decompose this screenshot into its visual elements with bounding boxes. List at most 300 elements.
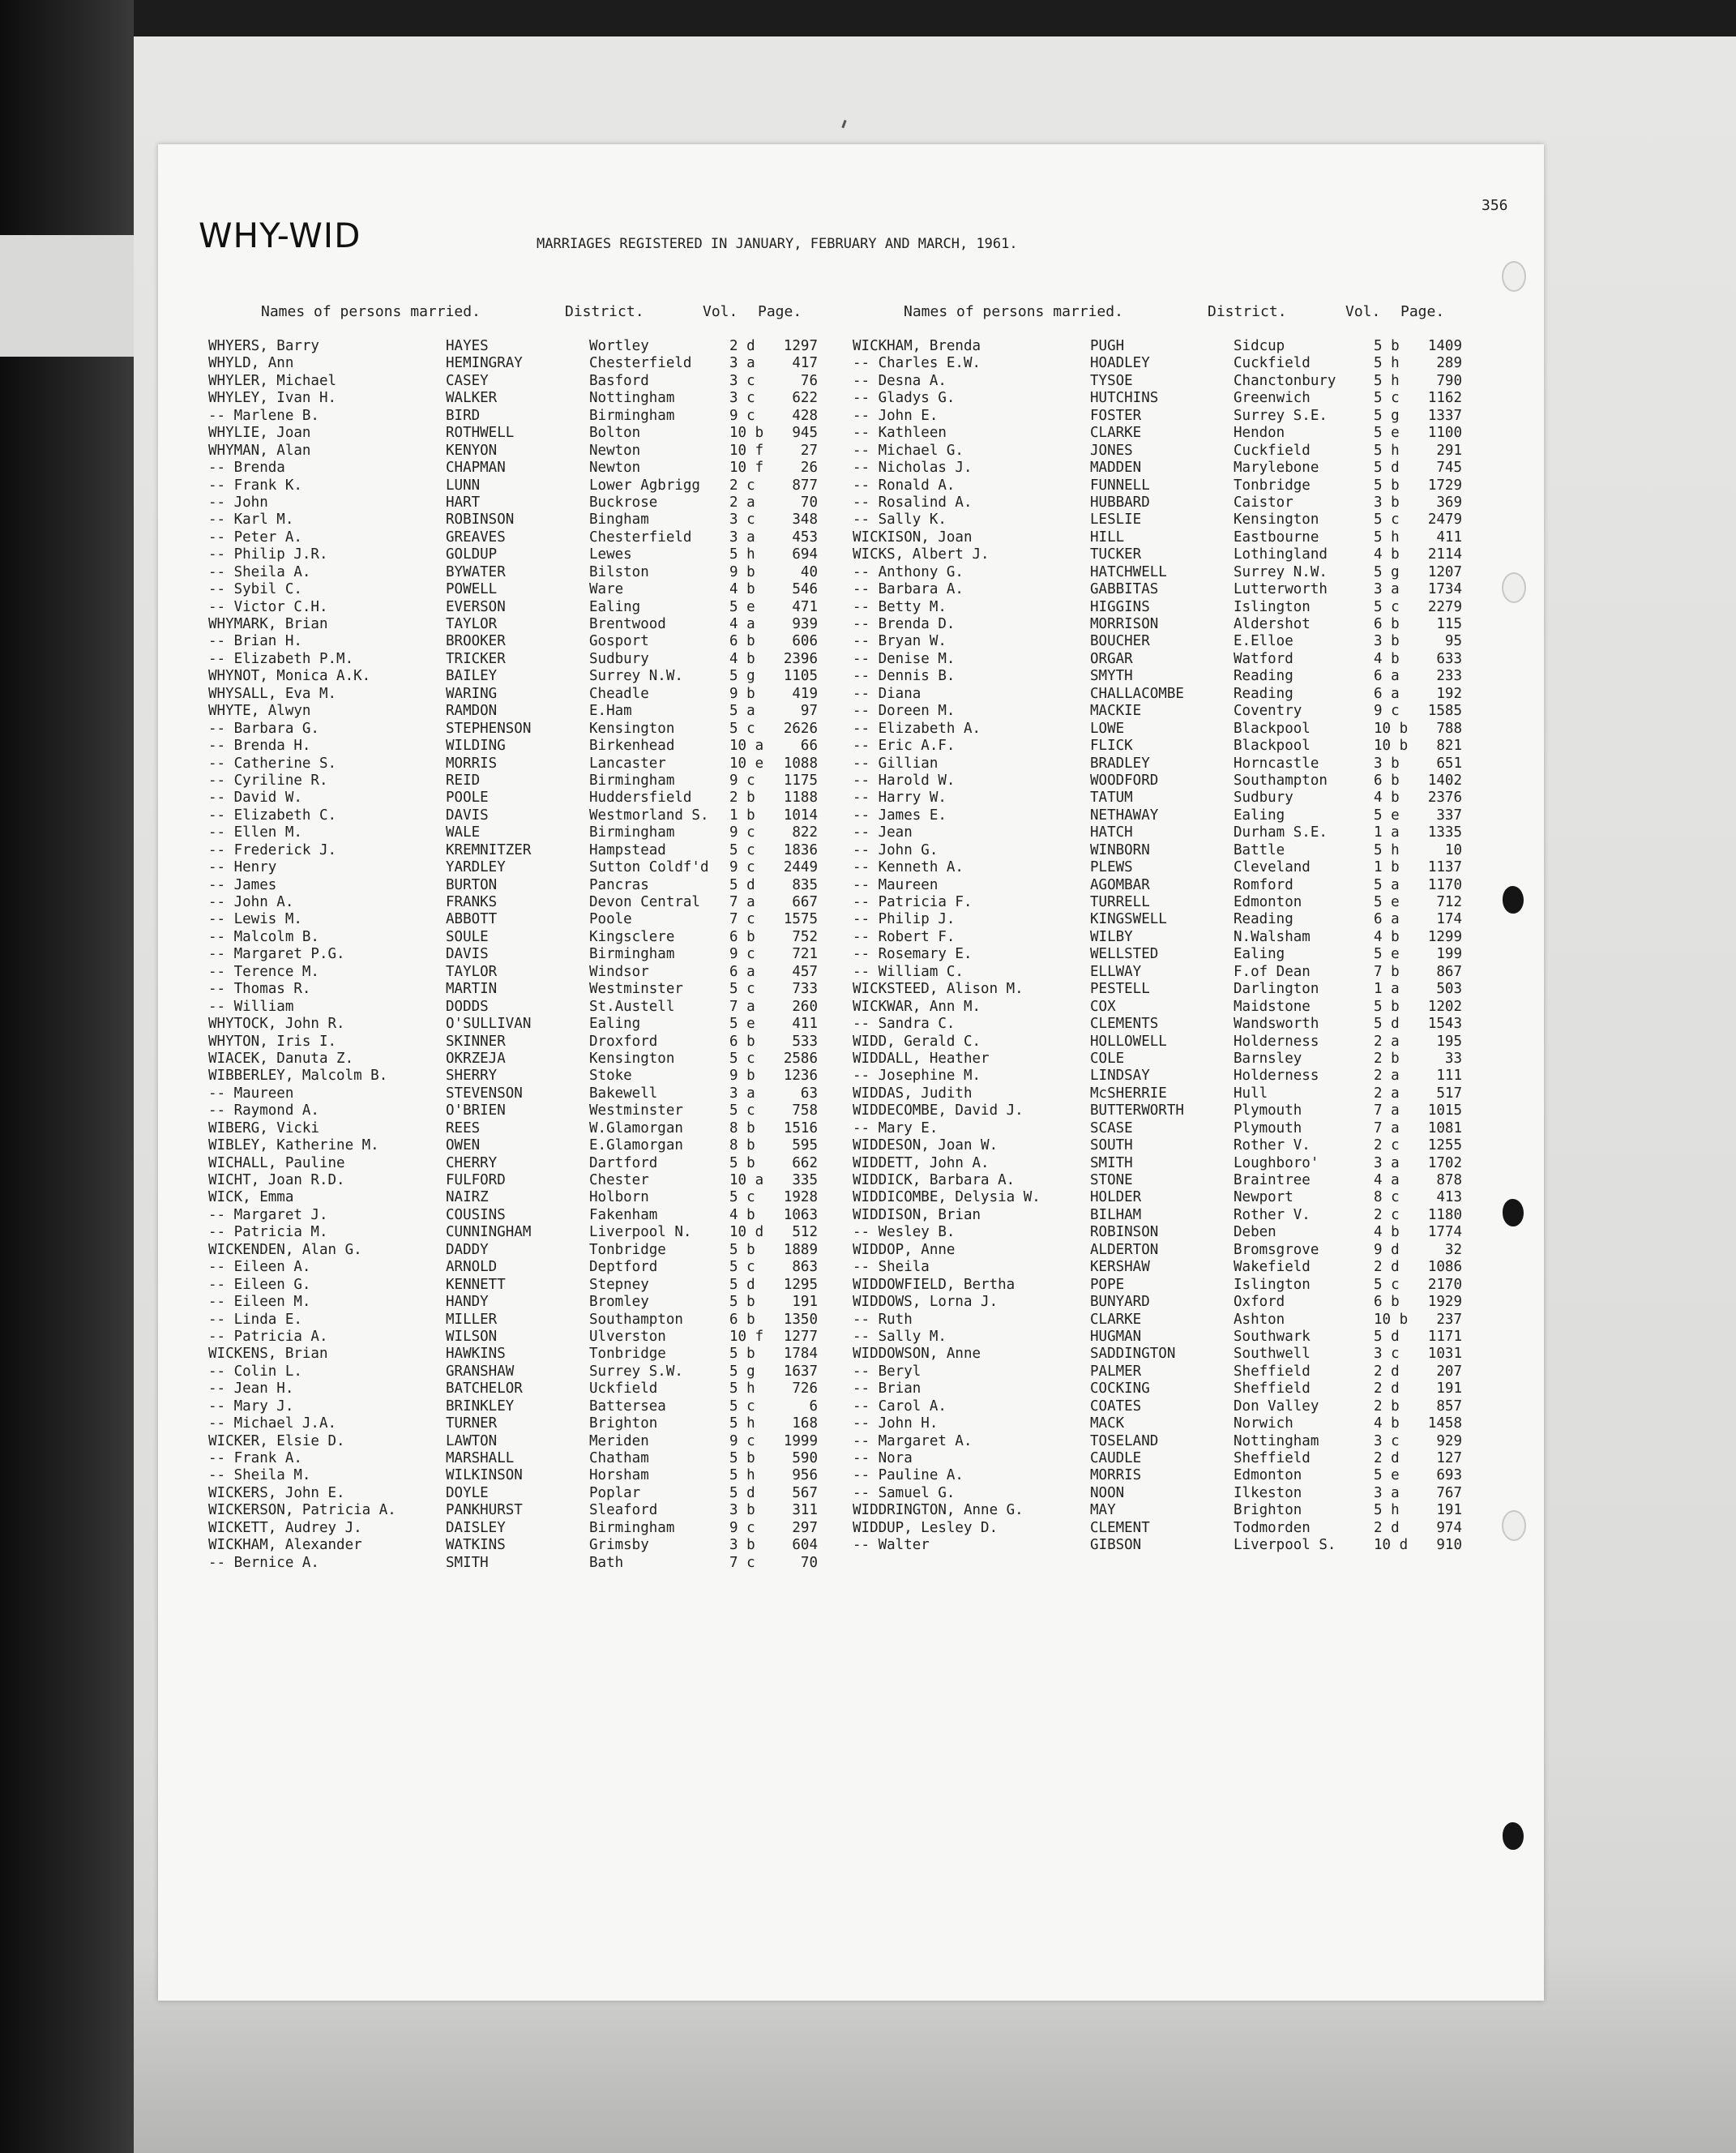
- entry-page: 1734: [1427, 581, 1462, 598]
- entry-spouse: NETHAWAY: [1090, 807, 1159, 824]
- entry-district: Ealing: [589, 598, 641, 615]
- entry-district: Stepney: [589, 1276, 649, 1293]
- entry-page: 2170: [1427, 1276, 1462, 1293]
- entry-page: 567: [792, 1484, 818, 1501]
- entry-vol: 2 d: [1374, 1259, 1400, 1276]
- col-page-right: Page.: [1400, 303, 1445, 320]
- entry-district: Lothingland: [1234, 546, 1328, 563]
- entry-page: 289: [1436, 355, 1462, 372]
- entry-district: Brighton: [589, 1415, 658, 1432]
- entry-page: 233: [1436, 668, 1462, 685]
- entry-name: -- Josephine M.: [853, 1068, 981, 1085]
- entry-name: -- Rosalind A.: [853, 494, 973, 511]
- entry-name: WIDDETT, John A.: [853, 1154, 990, 1171]
- entry-district: Bingham: [589, 511, 649, 529]
- entry-name: WIBERG, Vicki: [208, 1119, 319, 1136]
- entry-vol: 9 b: [729, 563, 755, 580]
- entry-spouse: CLEMENTS: [1090, 1016, 1159, 1033]
- entry-spouse: JONES: [1090, 442, 1133, 459]
- entry-vol: 7 b: [1374, 963, 1400, 980]
- entry-page: 1255: [1427, 1137, 1462, 1154]
- page-title: MARRIAGES REGISTERED IN JANUARY, FEBRUARY AND MARCH, 1961.: [537, 236, 1018, 252]
- entry-district: Lancaster: [589, 755, 666, 772]
- entry-vol: 7 a: [1374, 1119, 1400, 1136]
- entry-spouse: WALKER: [446, 390, 498, 407]
- entry-name: -- Malcolm B.: [208, 928, 319, 945]
- entry-name: -- Mary E.: [853, 1119, 939, 1136]
- entry-district: Westminster: [589, 981, 683, 998]
- entry-vol: 9 c: [729, 407, 755, 424]
- entry-spouse: SOUTH: [1090, 1137, 1133, 1154]
- entry-district: Hendon: [1234, 425, 1285, 442]
- entry-district: Battle: [1234, 841, 1285, 858]
- entry-name: -- Bryan W.: [853, 633, 947, 650]
- entry-vol: 5 d: [1374, 460, 1400, 477]
- entry-vol: 4 b: [729, 1206, 755, 1223]
- entry-name: -- Karl M.: [208, 511, 294, 529]
- entry-spouse: BUTTERWORTH: [1090, 1102, 1184, 1119]
- entry-vol: 7 a: [1374, 1102, 1400, 1119]
- entry-spouse: WOODFORD: [1090, 772, 1159, 789]
- entry-district: Blackpool: [1234, 738, 1311, 755]
- entry-name: -- Michael J.A.: [208, 1415, 337, 1432]
- entry-vol: 9 c: [729, 859, 755, 876]
- entry-district: Kensington: [589, 1050, 675, 1067]
- entry-district: Chanctonbury: [1234, 372, 1336, 389]
- entry-page: 733: [792, 981, 818, 998]
- punch-hole: [1503, 1822, 1524, 1850]
- entry-page: 1170: [1427, 876, 1462, 893]
- entry-vol: 7 a: [729, 894, 755, 910]
- entry-vol: 6 a: [729, 963, 755, 980]
- entry-page: 174: [1436, 911, 1462, 928]
- entry-name: WIDDAS, Judith: [853, 1085, 973, 1102]
- entry-spouse: GOLDUP: [446, 546, 498, 563]
- entry-spouse: MILLER: [446, 1311, 498, 1328]
- entry-page: 633: [1436, 650, 1462, 667]
- entry-name: -- Denise M.: [853, 650, 956, 667]
- entry-district: Sheffield: [1234, 1363, 1311, 1380]
- entry-spouse: SMITH: [1090, 1154, 1133, 1171]
- entry-vol: 9 b: [729, 685, 755, 702]
- entry-spouse: POOLE: [446, 790, 489, 807]
- entry-page: 745: [1436, 460, 1462, 477]
- entry-name: -- Michael G.: [853, 442, 964, 459]
- entry-page: 1928: [783, 1189, 818, 1206]
- entry-name: -- Beryl: [853, 1363, 921, 1380]
- entry-spouse: DAVIS: [446, 946, 489, 963]
- entry-name: -- Eileen G.: [208, 1276, 311, 1293]
- entry-spouse: WILBY: [1090, 928, 1133, 945]
- entry-vol: 5 c: [729, 1102, 755, 1119]
- entry-page: 10: [1444, 841, 1462, 858]
- entry-district: Uckfield: [589, 1380, 658, 1398]
- entry-district: Surrey N.W.: [589, 668, 683, 685]
- entry-name: -- Frank K.: [208, 477, 302, 494]
- entry-district: Bolton: [589, 425, 641, 442]
- entry-name: -- Robert F.: [853, 928, 956, 945]
- entry-district: Birkenhead: [589, 738, 675, 755]
- entry-vol: 3 c: [729, 511, 755, 529]
- punch-hole: [1502, 261, 1526, 292]
- entry-name: WIDDOWSON, Anne: [853, 1346, 981, 1363]
- entry-name: WHYNOT, Monica A.K.: [208, 668, 371, 685]
- entry-name: -- Elizabeth P.M.: [208, 650, 354, 667]
- entry-spouse: LINDSAY: [1090, 1068, 1150, 1085]
- entry-name: -- Eileen M.: [208, 1294, 311, 1311]
- entry-vol: 6 b: [729, 1033, 755, 1050]
- entry-district: Reading: [1234, 911, 1293, 928]
- entry-district: Ilkeston: [1234, 1484, 1302, 1501]
- entry-page: 207: [1436, 1363, 1462, 1380]
- entry-district: Hull: [1234, 1085, 1268, 1102]
- entry-page: 26: [800, 460, 818, 477]
- entry-page: 2396: [783, 650, 818, 667]
- entry-spouse: BATCHELOR: [446, 1380, 523, 1398]
- entry-spouse: TAYLOR: [446, 963, 498, 980]
- entry-page: 337: [1436, 807, 1462, 824]
- entry-district: Brentwood: [589, 616, 666, 632]
- punch-hole: [1502, 1510, 1526, 1541]
- entry-name: WIACEK, Danuta Z.: [208, 1050, 354, 1067]
- entry-vol: 2 c: [1374, 1137, 1400, 1154]
- entry-vol: 5 d: [1374, 1328, 1400, 1345]
- entry-spouse: KENNETT: [446, 1276, 506, 1293]
- entry-vol: 6 b: [729, 1311, 755, 1328]
- entry-vol: 5 b: [729, 1154, 755, 1171]
- entry-spouse: FOSTER: [1090, 407, 1142, 424]
- entry-vol: 5 h: [1374, 355, 1400, 372]
- entry-page: 192: [1436, 685, 1462, 702]
- entry-vol: 6 a: [1374, 911, 1400, 928]
- entry-vol: 5 d: [729, 1484, 755, 1501]
- entry-page: 1081: [1427, 1119, 1462, 1136]
- entry-spouse: HUTCHINS: [1090, 390, 1159, 407]
- entry-page: 369: [1436, 494, 1462, 511]
- entry-page: 70: [800, 1554, 818, 1571]
- entry-district: Poole: [589, 911, 632, 928]
- entry-vol: 5 c: [1374, 1276, 1400, 1293]
- entry-spouse: ROBINSON: [1090, 1224, 1159, 1241]
- entry-vol: 5 h: [1374, 529, 1400, 546]
- entry-name: WHYMAN, Alan: [208, 442, 311, 459]
- entry-page: 867: [1436, 963, 1462, 980]
- entry-name: -- Philip J.: [853, 911, 956, 928]
- entry-spouse: GRANSHAW: [446, 1363, 515, 1380]
- entry-vol: 3 b: [1374, 633, 1400, 650]
- entry-name: -- Lewis M.: [208, 911, 302, 928]
- entry-vol: 2 b: [729, 790, 755, 807]
- entry-district: Ware: [589, 581, 624, 598]
- entry-spouse: FRANKS: [446, 894, 498, 910]
- entry-spouse: BUNYARD: [1090, 1294, 1150, 1311]
- entry-vol: 7 c: [729, 1554, 755, 1571]
- entry-spouse: POWELL: [446, 581, 498, 598]
- entry-spouse: FUNNELL: [1090, 477, 1150, 494]
- entry-district: Kingsclere: [589, 928, 675, 945]
- entry-spouse: EVERSON: [446, 598, 506, 615]
- entry-vol: 3 b: [1374, 494, 1400, 511]
- entry-spouse: PESTELL: [1090, 981, 1150, 998]
- entry-vol: 10 f: [729, 442, 764, 459]
- entry-name: WICHALL, Pauline: [208, 1154, 345, 1171]
- entry-name: -- Sybil C.: [208, 581, 302, 598]
- entry-spouse: CHERRY: [446, 1154, 498, 1171]
- entry-name: -- Samuel G.: [853, 1484, 956, 1501]
- punch-hole: [1502, 572, 1526, 603]
- entry-vol: 9 c: [729, 946, 755, 963]
- entry-name: -- John A.: [208, 894, 294, 910]
- entry-page: 297: [792, 1519, 818, 1536]
- entry-page: 191: [792, 1294, 818, 1311]
- entry-page: 788: [1436, 720, 1462, 737]
- entry-page: 1337: [1427, 407, 1462, 424]
- entry-page: 1702: [1427, 1154, 1462, 1171]
- entry-vol: 10 a: [729, 1172, 764, 1188]
- entry-page: 1086: [1427, 1259, 1462, 1276]
- entry-page: 822: [792, 824, 818, 841]
- entry-spouse: SMYTH: [1090, 668, 1133, 685]
- entry-spouse: HATCHWELL: [1090, 563, 1167, 580]
- entry-vol: 2 b: [1374, 1050, 1400, 1067]
- entry-page: 1999: [783, 1432, 818, 1449]
- entry-spouse: BILHAM: [1090, 1206, 1142, 1223]
- entry-district: W.Glamorgan: [589, 1119, 683, 1136]
- entry-spouse: NOON: [1090, 1484, 1125, 1501]
- entry-name: WICKHAM, Alexander: [208, 1537, 362, 1554]
- entry-name: -- Peter A.: [208, 529, 302, 546]
- entry-name: -- James E.: [853, 807, 947, 824]
- entry-page: 471: [792, 598, 818, 615]
- entry-page: 411: [1436, 529, 1462, 546]
- entry-name: -- Margaret J.: [208, 1206, 328, 1223]
- entry-vol: 9 c: [1374, 703, 1400, 720]
- entry-spouse: McSHERRIE: [1090, 1085, 1167, 1102]
- entry-district: Greenwich: [1234, 390, 1311, 407]
- entry-district: Bromley: [589, 1294, 649, 1311]
- entry-spouse: MORRIS: [446, 755, 498, 772]
- entry-district: Norwich: [1234, 1415, 1293, 1432]
- entry-district: Don Valley: [1234, 1398, 1319, 1415]
- entry-page: 1402: [1427, 772, 1462, 789]
- entry-district: Kensington: [589, 720, 675, 737]
- entry-vol: 5 e: [729, 598, 755, 615]
- entry-page: 606: [792, 633, 818, 650]
- entry-page: 1236: [783, 1068, 818, 1085]
- entry-page: 1105: [783, 668, 818, 685]
- entry-name: WICKERS, John E.: [208, 1484, 345, 1501]
- entry-page: 1929: [1427, 1294, 1462, 1311]
- entry-name: WHYLEY, Ivan H.: [208, 390, 337, 407]
- entry-vol: 5 b: [729, 1346, 755, 1363]
- entry-spouse: HOADLEY: [1090, 355, 1150, 372]
- entry-district: Westminster: [589, 1102, 683, 1119]
- entry-vol: 10 b: [1374, 738, 1409, 755]
- entry-vol: 2 a: [1374, 1068, 1400, 1085]
- entry-spouse: SHERRY: [446, 1068, 498, 1085]
- entry-name: WIDDOP, Anne: [853, 1241, 956, 1258]
- entry-spouse: LUNN: [446, 477, 481, 494]
- entry-page: 311: [792, 1502, 818, 1519]
- entry-vol: 5 c: [729, 841, 755, 858]
- entry-vol: 4 b: [1374, 1224, 1400, 1241]
- entry-district: Surrey S.E.: [1234, 407, 1328, 424]
- entry-vol: 5 e: [1374, 807, 1400, 824]
- entry-page: 1409: [1427, 338, 1462, 354]
- entry-name: WIDDUP, Lesley D.: [853, 1519, 998, 1536]
- entry-page: 1836: [783, 841, 818, 858]
- entry-district: Southwark: [1234, 1328, 1311, 1345]
- entry-name: WHYTOCK, John R.: [208, 1016, 345, 1033]
- entry-vol: 2 a: [1374, 1033, 1400, 1050]
- entry-page: 95: [1444, 633, 1462, 650]
- entry-name: -- James: [208, 876, 277, 893]
- entry-district: Barnsley: [1234, 1050, 1302, 1067]
- entry-name: -- Margaret A.: [853, 1432, 973, 1449]
- entry-page: 237: [1436, 1311, 1462, 1328]
- entry-vol: 5 e: [729, 1016, 755, 1033]
- entry-name: WIDDISON, Brian: [853, 1206, 981, 1223]
- entry-district: Tonbridge: [589, 1241, 666, 1258]
- entry-vol: 5 h: [729, 1415, 755, 1432]
- entry-page: 835: [792, 876, 818, 893]
- entry-district: Blackpool: [1234, 720, 1311, 737]
- entry-vol: 4 b: [1374, 928, 1400, 945]
- entry-spouse: SOULE: [446, 928, 489, 945]
- entry-vol: 5 h: [729, 1467, 755, 1484]
- entry-vol: 5 e: [1374, 1467, 1400, 1484]
- entry-spouse: BAILEY: [446, 668, 498, 685]
- entry-vol: 10 f: [729, 460, 764, 477]
- entry-page: 2626: [783, 720, 818, 737]
- entry-spouse: REES: [446, 1119, 481, 1136]
- entry-district: Surrey S.W.: [589, 1363, 683, 1380]
- entry-page: 419: [792, 685, 818, 702]
- col-page-left: Page.: [758, 303, 802, 320]
- entry-vol: 3 c: [729, 372, 755, 389]
- entry-district: Ealing: [589, 1016, 641, 1033]
- entry-district: Surrey N.W.: [1234, 563, 1328, 580]
- entry-page: 199: [1436, 946, 1462, 963]
- entry-page: 291: [1436, 442, 1462, 459]
- entry-name: -- Colin L.: [208, 1363, 302, 1380]
- entry-vol: 9 c: [729, 824, 755, 841]
- entry-name: -- Maureen: [208, 1085, 294, 1102]
- entry-name: WHYERS, Barry: [208, 338, 319, 354]
- entry-page: 651: [1436, 755, 1462, 772]
- entry-spouse: MARTIN: [446, 981, 498, 998]
- entry-page: 1180: [1427, 1206, 1462, 1223]
- entry-name: -- Wesley B.: [853, 1224, 956, 1241]
- entry-spouse: BRADLEY: [1090, 755, 1150, 772]
- entry-vol: 5 h: [1374, 372, 1400, 389]
- entry-page: 1637: [783, 1363, 818, 1380]
- entry-vol: 5 c: [1374, 598, 1400, 615]
- entry-spouse: STONE: [1090, 1172, 1133, 1188]
- entry-name: -- Ronald A.: [853, 477, 956, 494]
- entry-spouse: MACKIE: [1090, 703, 1142, 720]
- entry-name: -- Walter: [853, 1537, 930, 1554]
- entry-vol: 10 b: [1374, 720, 1409, 737]
- entry-district: Horncastle: [1234, 755, 1319, 772]
- entry-spouse: HOLLOWELL: [1090, 1033, 1167, 1050]
- entry-district: Nottingham: [1234, 1432, 1319, 1449]
- entry-spouse: LAWTON: [446, 1432, 498, 1449]
- entry-vol: 4 b: [1374, 790, 1400, 807]
- entry-district: Sheffield: [1234, 1450, 1311, 1466]
- entry-spouse: HART: [446, 494, 481, 511]
- entry-district: Watford: [1234, 650, 1293, 667]
- entry-district: Newport: [1234, 1189, 1293, 1206]
- entry-spouse: HUGMAN: [1090, 1328, 1142, 1345]
- entry-district: Bath: [589, 1554, 624, 1571]
- entry-name: -- William: [208, 998, 294, 1015]
- entry-name: -- Sheila A.: [208, 563, 311, 580]
- entry-district: Sudbury: [1234, 790, 1293, 807]
- entry-spouse: CLARKE: [1090, 1311, 1142, 1328]
- entry-vol: 5 b: [729, 1450, 755, 1466]
- entry-name: -- Mary J.: [208, 1398, 294, 1415]
- entry-spouse: HOLDER: [1090, 1189, 1142, 1206]
- entry-district: Ealing: [1234, 807, 1285, 824]
- entry-page: 694: [792, 546, 818, 563]
- entry-district: N.Walsham: [1234, 928, 1311, 945]
- entry-district: E.Ham: [589, 703, 632, 720]
- entry-vol: 10 e: [729, 755, 764, 772]
- entry-name: -- Brian H.: [208, 633, 302, 650]
- entry-district: Sheffield: [1234, 1380, 1311, 1398]
- entry-name: WICKS, Albert J.: [853, 546, 990, 563]
- col-vol-right: Vol.: [1345, 303, 1381, 320]
- entry-page: 595: [792, 1137, 818, 1154]
- punch-hole: [1503, 1199, 1524, 1226]
- entry-page: 790: [1436, 372, 1462, 389]
- entry-district: Grimsby: [589, 1537, 649, 1554]
- entry-spouse: DADDY: [446, 1241, 489, 1258]
- entry-name: WIDDOWFIELD, Bertha: [853, 1276, 1016, 1293]
- entry-page: 1088: [783, 755, 818, 772]
- entry-spouse: PALMER: [1090, 1363, 1142, 1380]
- entry-name: -- Sheila M.: [208, 1467, 311, 1484]
- page-number: 356: [1482, 197, 1508, 214]
- entry-name: -- Harry W.: [853, 790, 947, 807]
- entry-district: Deben: [1234, 1224, 1276, 1241]
- entry-district: Birmingham: [589, 407, 675, 424]
- entry-spouse: OKRZEJA: [446, 1050, 506, 1067]
- entry-name: -- Sally M.: [853, 1328, 947, 1345]
- entry-page: 27: [800, 442, 818, 459]
- entry-spouse: TAYLOR: [446, 616, 498, 632]
- entry-page: 2449: [783, 859, 818, 876]
- entry-page: 1774: [1427, 1224, 1462, 1241]
- entry-district: Pancras: [589, 876, 649, 893]
- entry-name: WHYMARK, Brian: [208, 616, 328, 632]
- entry-page: 6: [809, 1398, 818, 1415]
- entry-name: -- Jean H.: [208, 1380, 294, 1398]
- entry-vol: 10 b: [1374, 1311, 1409, 1328]
- entry-page: 662: [792, 1154, 818, 1171]
- entry-spouse: KENYON: [446, 442, 498, 459]
- entry-vol: 5 c: [729, 1050, 755, 1067]
- entry-page: 111: [1436, 1068, 1462, 1085]
- entry-district: Sidcup: [1234, 338, 1285, 354]
- entry-name: WIDDOWS, Lorna J.: [853, 1294, 998, 1311]
- entry-vol: 8 b: [729, 1137, 755, 1154]
- entry-district: Poplar: [589, 1484, 641, 1501]
- entry-spouse: REID: [446, 772, 481, 789]
- entry-vol: 4 b: [1374, 650, 1400, 667]
- entry-vol: 4 b: [729, 581, 755, 598]
